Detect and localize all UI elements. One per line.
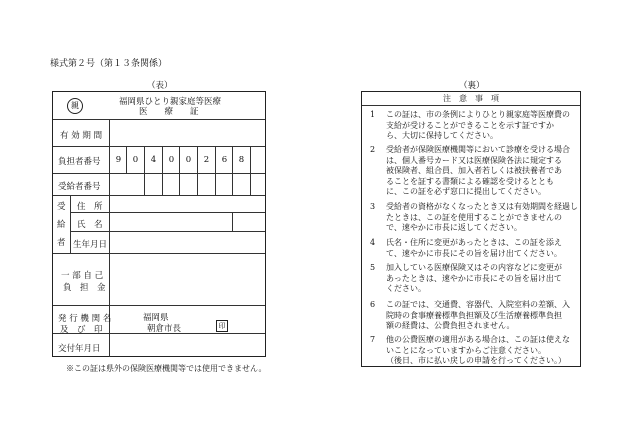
address-label: 住 所	[77, 202, 103, 212]
note-line: 他の公費医療の適用がある場合は、この証は使えな	[386, 335, 570, 344]
official-seal: 印	[216, 320, 228, 332]
validity-label: 有 効 期 間	[60, 131, 103, 141]
note-line: ることを証する書類による確認を受けるととも	[386, 176, 554, 186]
note-item	[366, 238, 578, 260]
note-line: 受給者の資格がなくなったとき又は有効期間を経過し	[386, 202, 578, 211]
payer-digit: 4	[150, 155, 157, 165]
note-line: ください。	[386, 284, 426, 293]
payer-digit: 0	[185, 155, 192, 165]
copay-label-1: 一 部 自 己	[61, 271, 104, 281]
notes-heading: 注 意 事 項	[362, 92, 580, 106]
note-number: 1	[370, 110, 376, 119]
note-line: 額の経費は、公費負担されません。	[386, 321, 515, 330]
issuer-label-1: 発 行 機 関 名	[58, 314, 112, 324]
issuer-mayor: 朝倉市長	[147, 324, 182, 334]
note-item	[366, 263, 578, 297]
note-number: 7	[370, 335, 376, 344]
back-side-label: （裏）	[459, 81, 485, 91]
footnote: ※この証は県外の保険医療機関等では使用できません。	[66, 364, 267, 373]
note-line: この証は、市の条例によりひとり親家庭等医療費の	[386, 110, 570, 119]
recipient-char-2: 給	[57, 220, 66, 230]
form-number: 様式第２号（第１３条関係）	[50, 59, 168, 69]
note-line: に、この証を必ず窓口に提出してください。	[386, 187, 546, 196]
certificate-title: 福岡県ひとり親家庭等医療	[119, 97, 222, 107]
note-line: 氏名・住所に変更があったときは、この証を添え	[386, 238, 562, 247]
payer-digit: 0	[168, 155, 175, 165]
note-line: （後日、市に払い戻しの申請を行ってください。）	[386, 356, 566, 365]
payer-number-label: 負担者番号	[58, 157, 101, 167]
issuer-prefecture: 福岡県	[143, 313, 169, 323]
note-line: 院時の食事療養標準負担額及び生活療養標準負担	[386, 310, 562, 320]
birthdate-label: 生年月日	[73, 240, 108, 250]
copay-label-2: 負 担 金	[63, 283, 106, 293]
note-line: 加入している医療保険又はその内容などに変更が	[386, 263, 562, 272]
note-number: 3	[370, 202, 376, 211]
note-item	[366, 110, 578, 144]
front-side-label: （表）	[147, 81, 173, 91]
issuer-label-2: 及 び 印	[60, 325, 103, 335]
recipient-char-3: 者	[57, 238, 66, 248]
payer-digit: 8	[238, 155, 245, 165]
payer-digit: 2	[203, 155, 210, 165]
parent-badge: 親	[67, 98, 83, 114]
note-line: は、個人番号カード又は医療保険各法に規定する	[386, 155, 562, 165]
note-line: この証では、交通費、容器代、入院室料の差額、入	[386, 300, 570, 309]
note-number: 4	[370, 238, 376, 247]
certificate-back	[361, 91, 581, 367]
issue-date-label: 交付年月日	[58, 344, 101, 354]
note-line: 被保険者、組合員、加入者若しくは被扶養者であ	[386, 166, 562, 175]
note-line: たときは、この証を使用することができませんの	[386, 212, 562, 222]
note-item	[366, 335, 578, 369]
note-line: て、速やかに市長にその旨を届け出てください。	[386, 248, 562, 258]
note-line: ら、大切に保持してください。	[386, 131, 498, 140]
recipient-number-label: 受給者番号	[58, 182, 101, 192]
note-line: で、速やかに市長に返してください。	[386, 223, 522, 232]
payer-digit: 6	[221, 155, 228, 165]
certificate-subtitle: 医 療 証	[139, 107, 199, 117]
note-line: 受給者が保険医療機関等において診療を受ける場合	[386, 145, 570, 154]
payer-digit: 9	[115, 155, 122, 165]
note-number: 2	[370, 145, 376, 154]
note-item	[366, 300, 578, 334]
name-label: 氏 名	[77, 220, 103, 230]
note-line: いことになっていますからご注意ください。	[386, 345, 546, 355]
note-number: 5	[370, 263, 376, 272]
note-item	[366, 202, 578, 236]
note-line: あったときは、速やかに市長にその旨を届け出て	[386, 273, 562, 283]
note-number: 6	[370, 300, 376, 309]
recipient-char-1: 受	[57, 202, 66, 212]
note-item	[366, 145, 578, 200]
certificate-front	[52, 91, 266, 357]
note-line: 支給が受けることができることを示す証ですか	[386, 120, 554, 130]
payer-digit: 0	[132, 155, 139, 165]
